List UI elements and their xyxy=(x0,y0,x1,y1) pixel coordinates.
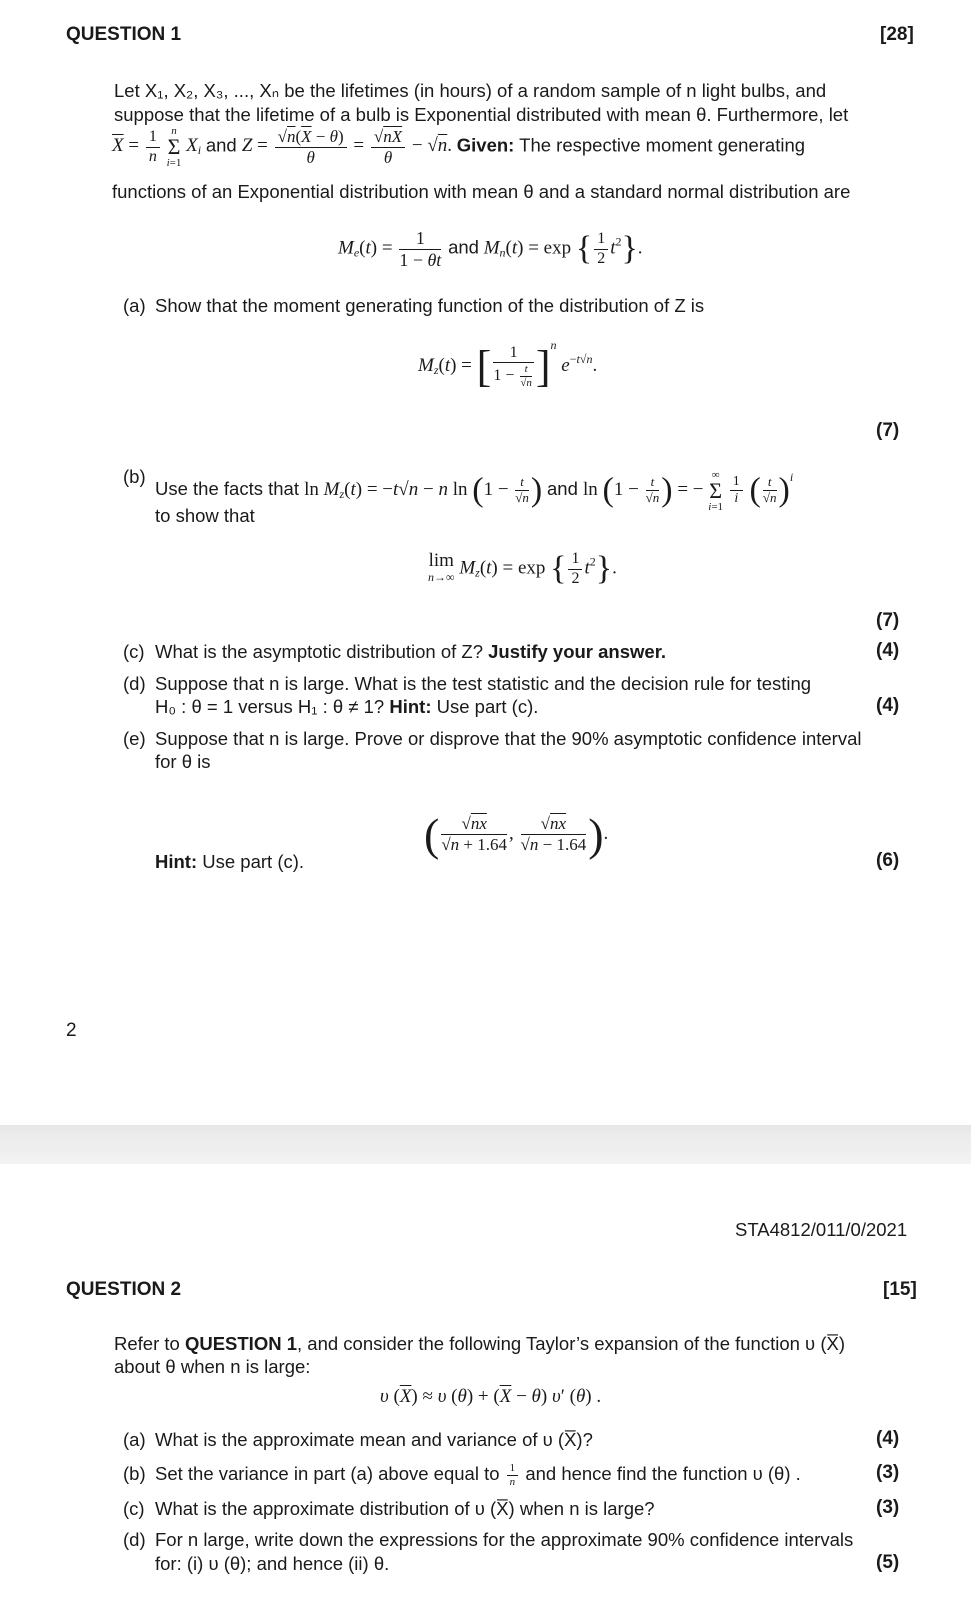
q1-part-e-marks: (6) xyxy=(876,850,900,871)
q2-intro-bold: QUESTION 1 xyxy=(184,1333,298,1354)
q2-part-b-line: Set the variance in part (a) above equal to $\frac{1}{n}$ and hence find the function υ (θ) . xyxy=(155,1462,801,1488)
q1-part-b-line-2: to show that xyxy=(155,505,255,526)
q1-part-a-text: Show that the moment generating function of the distribution of Z is xyxy=(155,295,705,316)
q2-part-d-label: (d) xyxy=(123,1529,146,1550)
q1-intro-line-1 xyxy=(114,79,919,103)
q1-part-e-hint-label: Hint: xyxy=(155,851,198,872)
definitions-and: and xyxy=(205,134,237,156)
q2-part-b-post: and hence find the function υ (θ) . xyxy=(525,1463,801,1485)
q1-part-e-hint-line xyxy=(155,850,304,874)
q1-part-d-hypotheses: H₀ : θ = 1 versus H₁ : θ ≠ 1? xyxy=(155,696,385,717)
q2-part-b-pre: Set the variance in part (a) above equal to xyxy=(155,1463,500,1485)
q1-part-c-text: What is the asymptotic distribution of Z? xyxy=(155,641,483,662)
question-2-marks: [15] xyxy=(883,1279,917,1300)
q1-part-d-line-1: Suppose that n is large. What is the test statistic and the decision rule for testing xyxy=(155,673,812,694)
q2-part-d-line-1: For n large, write down the expressions for the approximate 90% confidence intervals xyxy=(155,1529,854,1550)
q1-part-b-text: Use the facts that xyxy=(155,478,299,499)
z-definition: Z = $\frac{√n(\overline{X} - \theta)}{\theta}$ = $\frac{√nX}{\theta}$ − √n. xyxy=(241,126,457,167)
q2-intro-line-2: about θ when n is large: xyxy=(114,1356,311,1377)
q1-intro-line-2 xyxy=(114,103,919,127)
given-label: Given: xyxy=(456,134,515,156)
page-separator xyxy=(0,1125,971,1164)
question-1-title: QUESTION 1 xyxy=(66,24,182,45)
course-code: STA4812/011/0/2021 xyxy=(735,1219,908,1240)
q1-part-d-marks: (4) xyxy=(876,695,900,716)
q1-part-c-marks: (4) xyxy=(876,640,900,661)
q2-part-a-label: (a) xyxy=(123,1429,146,1450)
q1-part-e-line-1: Suppose that n is large. Prove or disprove that the 90% asymptotic confidence interval xyxy=(155,728,862,749)
limit-equation: lim n→∞ $M_z(t) = \exp$ { $\frac{1}{2}$ $t^2$}. xyxy=(428,550,617,587)
mgf-and: and xyxy=(448,236,479,258)
question-2-title: QUESTION 2 xyxy=(66,1279,182,1300)
q1-part-d-label: (d) xyxy=(123,673,146,694)
q2-part-a-text: What is the approximate mean and variance of υ (X̅)? xyxy=(155,1429,593,1450)
q1-part-d-hint-label: Hint: xyxy=(389,696,432,717)
q2-part-c-marks: (3) xyxy=(876,1497,900,1518)
q1-part-d-line-2 xyxy=(155,695,538,719)
question-1-marks: [28] xyxy=(880,24,914,45)
q1-intro-text-4: functions of an Exponential distribution with mean θ and a standard normal distribution are xyxy=(112,181,851,202)
taylor-expansion-equation: υ $(\overline{X}) \approx \upsilon$ $(\theta) + (\overline{X} - \theta)$ υ′ (θ) . xyxy=(380,1386,602,1407)
q2-part-d-marks: (5) xyxy=(876,1552,900,1573)
mz-equation: $M_z(t)$ = [ 1 1 − $\frac{t}{√n}$ ]$^n$ $e^{-t√n}$. xyxy=(418,338,598,392)
q2-intro-post: , and consider the following Taylor’s expansion of the function υ (X̅) xyxy=(297,1333,845,1354)
q1-part-a-marks: (7) xyxy=(876,420,900,441)
q1-part-b-and: and xyxy=(547,478,578,499)
q1-intro-line-4 xyxy=(112,180,850,204)
q1-part-d-hint: Use part (c). xyxy=(436,696,539,717)
q1-part-a-label: (a) xyxy=(123,295,146,316)
xbar-definition: $\overline{X}$ = $\frac{1}{n}$ n Σ i=1 $X_i$ xyxy=(112,125,202,169)
q2-part-b-marks: (3) xyxy=(876,1462,900,1483)
q1-part-c-label: (c) xyxy=(123,641,145,662)
q2-part-d-line-2: for: (i) υ (θ); and hence (ii) θ. xyxy=(155,1553,390,1574)
mgf-equation: $M_e(t)$ = $\frac{1}{1 - \theta t}$ and $M_n(t) = \exp$ { $\frac{1}{2}$ $t^2$}. xyxy=(338,228,643,270)
page-two xyxy=(0,1164,971,1610)
q2-intro-line-1 xyxy=(114,1332,845,1356)
confidence-interval-equation: ( $\frac{√nx}{√n + 1.64}$ , $\frac{√nx}{√n - 1.64}$ ). xyxy=(424,809,609,860)
q1-part-c-bold: Justify your answer. xyxy=(488,641,667,662)
q1-intro-text-2: suppose that the lifetime of a bulb is Exponential distributed with mean θ. Furthermore, let xyxy=(114,104,849,125)
q2-part-a-marks: (4) xyxy=(876,1428,900,1449)
ln-mz-equation: $\ln M_z(t) = -t√n - n$ ln (1 − $\frac{t}{√n}$ ) xyxy=(304,471,543,509)
q1-intro-text-1: Let X₁, X₂, X₃, ..., Xₙ be the lifetimes (in hours) of a random sample of n light bulbs, and xyxy=(114,80,827,101)
given-text: The respective moment generating xyxy=(519,134,806,156)
q1-part-b-marks: (7) xyxy=(876,610,900,631)
q2-part-c-label: (c) xyxy=(123,1498,145,1519)
q2-part-c-text: What is the approximate distribution of υ (X̅) when n is large? xyxy=(155,1498,655,1519)
q1-part-c-line xyxy=(155,640,666,664)
page-number: 2 xyxy=(66,1020,77,1041)
q1-definitions-line xyxy=(112,126,805,168)
q2-intro-pre: Refer to xyxy=(114,1333,180,1354)
q1-part-e-line-2: for θ is xyxy=(155,751,211,772)
q1-part-b-label: (b) xyxy=(123,466,146,487)
q1-part-e-hint: Use part (c). xyxy=(202,851,305,872)
ln-series-equation: ln (1 − $\frac{t}{√n}$ ) = − ∞ Σ i=1 $\frac{1}{i}$ ( $\frac{t}{√n}$ )$^i$ xyxy=(583,468,794,513)
q2-part-b-label: (b) xyxy=(123,1463,146,1484)
q1-part-e-label: (e) xyxy=(123,728,146,749)
